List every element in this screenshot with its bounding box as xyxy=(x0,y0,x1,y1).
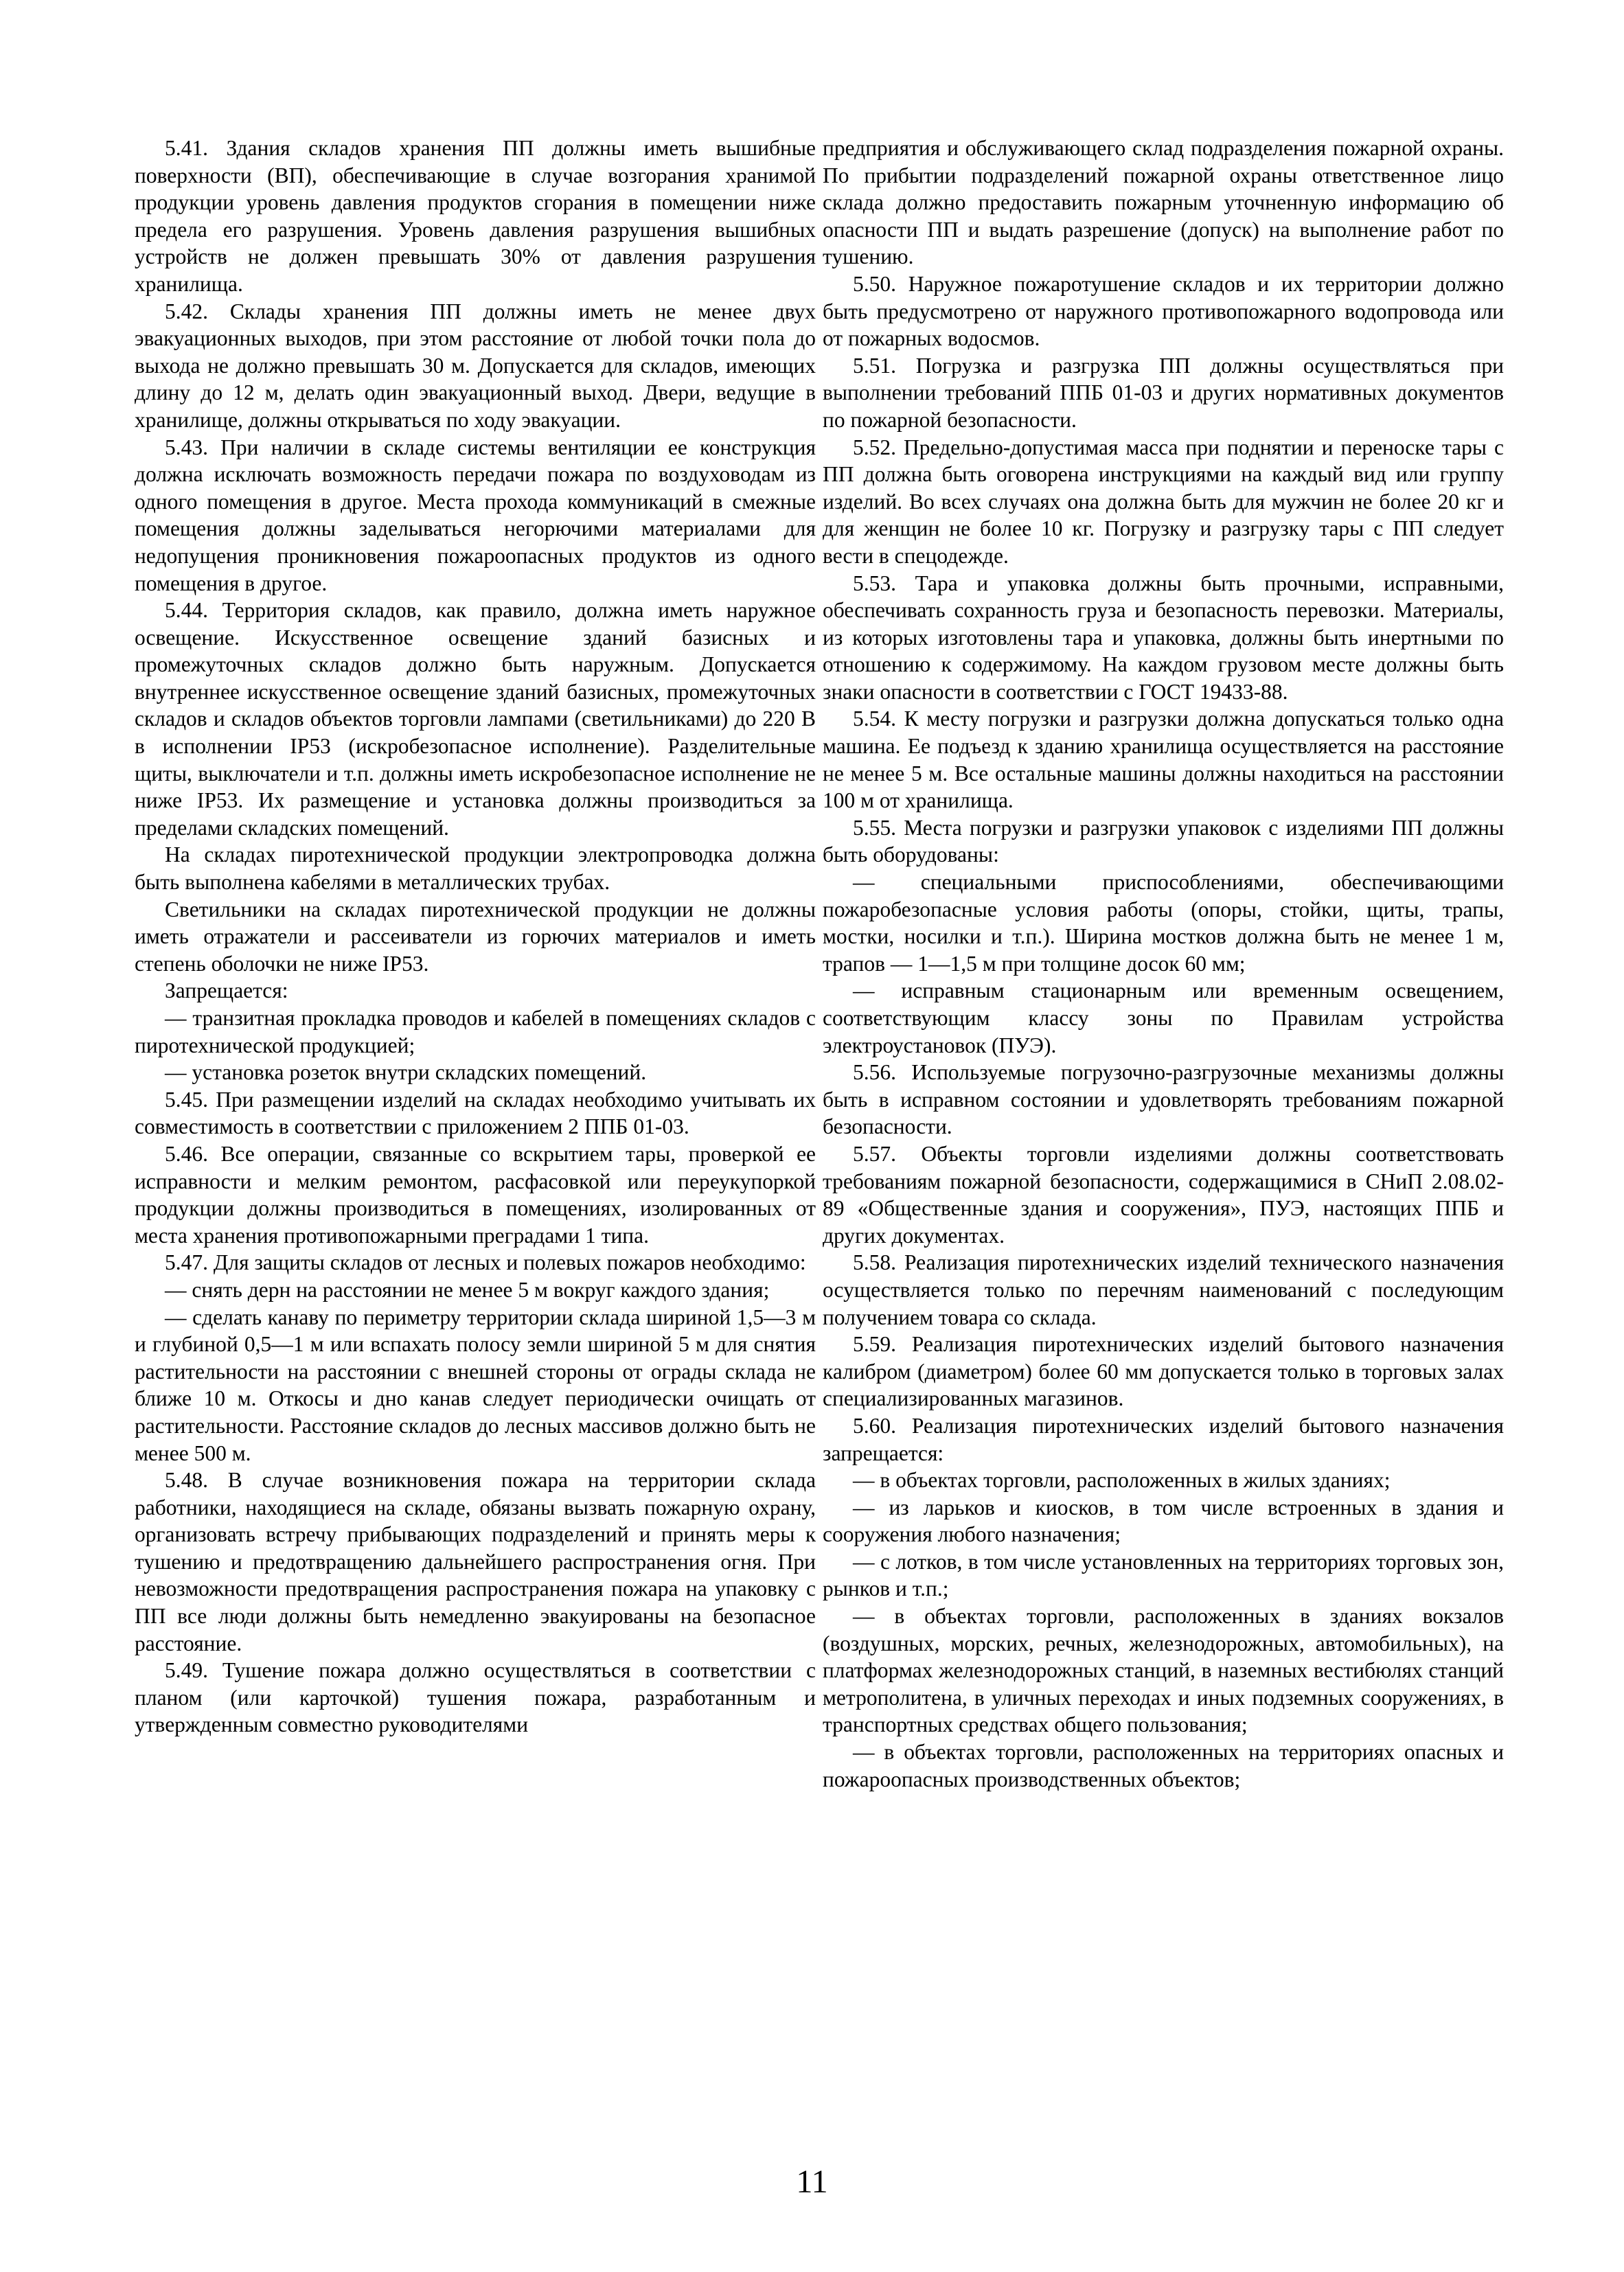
list-item-stations: — в объектах торговли, расположенных в зданиях вокзалов (воздушных, морских, речных, железнодорожных, автомобильных), на платформах железнодорожных станций, в наземных вестибюлях станций метрополитена, в уличных переходах и иных подземных сооружениях, в транспортных средствах общего пользования; xyxy=(823,1604,1504,1737)
paragraph-5-43: 5.43. При наличии в складе системы вентиляции ее конструкция должна исключать возможность передачи пожара по воздуховодам из одного помещения в другое. Места прохода коммуникаций в смежные помещения должны заделываться негорючими материалами для недопущения проникновения пожароопасных продуктов из одного помещения в другое. xyxy=(135,435,816,595)
paragraph-5-45: 5.45. При размещении изделий на складах необходимо учитывать их совместимость в соответствии с приложением 2 ППБ 01-03. xyxy=(135,1087,816,1139)
list-item-residential: — в объектах торговли, расположенных в жилых зданиях; xyxy=(853,1468,1391,1493)
list-item-stalls: — с лотков, в том числе установленных на территориях торговых зон, рынков и т.п.; xyxy=(823,1549,1504,1601)
list-item-special-devices: — специальными приспособлениями, обеспечивающими пожаробезопасные условия работы (опоры, стойки, щиты, трапы, мостки, носилки и т.п.). Ширина мостков должна быть не менее 1 м, трапов — 1—1,5 м при толщине досок 60 мм; xyxy=(823,870,1504,976)
list-item-hazardous-sites: — в объектах торговли, расположенных на территориях опасных и пожароопасных производственных объектов; xyxy=(823,1740,1504,1791)
paragraph-prohibited: Запрещается: xyxy=(165,978,288,1003)
paragraph-5-59: 5.59. Реализация пиротехнических изделий бытового назначения калибром (диаметром) более 60 мм допускается только в торговых залах специализированных магазинов. xyxy=(823,1332,1504,1411)
right-text-column xyxy=(823,135,1504,1793)
paragraph-5-48: 5.48. В случае возникновения пожара на территории склада работники, находящиеся на складе, обязаны вызвать пожарную охрану, организовать встречу прибывающих подразделений и принять меры к тушению и предотвращению дальнейшего распространения огня. При невозможности предотвращения распространения пожара на упаковку с ПП все люди должны быть немедленно эвакуированы на безопасное расстояние. xyxy=(135,1468,816,1655)
paragraph-5-60: 5.60. Реализация пиротехнических изделий бытового назначения запрещается: xyxy=(823,1413,1504,1465)
paragraph-5-55: 5.55. Места погрузки и разгрузки упаковок с изделиями ПП должны быть оборудованы: xyxy=(823,815,1504,867)
paragraph-5-49: 5.49. Тушение пожара должно осуществляться в соответствии с планом (или карточкой) тушения пожара, разработанным и утвержденным совместно руководителями xyxy=(135,1658,816,1737)
left-text-column xyxy=(135,135,816,1739)
paragraph-5-42: 5.42. Склады хранения ПП должны иметь не менее двух эвакуационных выходов, при этом расстояние от любой точки пола до выхода не должно превышать 30 м. Допускается для складов, имеющих длину до 12 м, делать один эвакуационный выход. Двери, ведущие в хранилище, должны открываться по ходу эвакуации. xyxy=(135,299,816,432)
paragraph-5-46: 5.46. Все операции, связанные со вскрытием тары, проверкой ее исправности и мелким ремонтом, расфасовкой или переукупоркой продукции должны производиться в помещениях, изолированных от места хранения противопожарными преградами 1 типа. xyxy=(135,1141,816,1248)
paragraph-5-47: 5.47. Для защиты складов от лесных и полевых пожаров необходимо: xyxy=(165,1250,806,1275)
list-item-lighting: — исправным стационарным или временным освещением, соответствующим классу зоны по Правилам устройства электроустановок (ПУЭ). xyxy=(823,978,1504,1057)
paragraph-5-44: 5.44. Территория складов, как правило, должна иметь наружное освещение. Искусственное освещение зданий базисных и промежуточных складов должно быть наружным. Допускается внутреннее искусственное освещение зданий базисных, промежуточных складов и складов объектов торговли лампами (светильниками) до 220 В в исполнении IP53 (искробезопасное исполнение). Разделительные щиты, выключатели и т.п. должны иметь искробезопасное исполнение не ниже IP53. Их размещение и установка должны производиться за пределами складских помещений. xyxy=(135,598,816,840)
paragraph-5-53: 5.53. Тара и упаковка должны быть прочными, исправными, обеспечивать сохранность груза и безопасность перевозки. Материалы, из которых изготовлены тара и упаковка, должны быть инертными по отношению к содержимому. На каждом грузовом месте должны быть знаки опасности в соответствии с ГОСТ 19433-88. xyxy=(823,571,1504,704)
paragraph-5-54: 5.54. К месту погрузки и разгрузки должна допускаться только одна машина. Ее подъезд к зданию хранилища осуществляется на расстояние не менее 5 м. Все остальные машины должны находиться на расстоянии 100 м от хранилища. xyxy=(823,707,1504,813)
list-item-kiosks: — из ларьков и киосков, в том числе встроенных в здания и сооружения любого назначения; xyxy=(823,1495,1504,1547)
paragraph-wiring: На складах пиротехнической продукции электропроводка должна быть выполнена кабелями в металлических трубах. xyxy=(135,842,816,895)
list-item-remove-turf: — снять дерн на расстоянии не менее 5 м вокруг каждого здания; xyxy=(165,1277,770,1302)
paragraph-5-50: 5.50. Наружное пожаротушение складов и их территории должно быть предусмотрено от наружного противопожарного водопровода или от пожарных водосмов. xyxy=(823,271,1504,351)
paragraph-lamps: Светильники на складах пиротехнической продукции не должны иметь отражатели и рассеиватели из горючих материалов и иметь степень оболочки не ниже IP53. xyxy=(135,897,816,976)
paragraph-5-56: 5.56. Используемые погрузочно-разгрузочные механизмы должны быть в исправном состоянии и удовлетворять требованиям пожарной безопасности. xyxy=(823,1060,1504,1139)
paragraph-5-58: 5.58. Реализация пиротехнических изделий технического назначения осуществляется только по перечням наименований с последующим получением товара со склада. xyxy=(823,1250,1504,1329)
paragraph-5-41: 5.41. Здания складов хранения ПП должны иметь вышибные поверхности (ВП), обеспечивающие в случае возгорания хранимой продукции уровень давления продуктов сгорания в помещении ниже предела его разрушения. Уровень давления разрушения вышибных устройств не должен превышать 30% от давления разрушения хранилища. xyxy=(135,136,816,296)
page-number: 11 xyxy=(796,2164,828,2200)
list-item-sockets: — установка розеток внутри складских помещений. xyxy=(165,1060,647,1085)
list-item-ditch: — сделать канаву по периметру территории склада шириной 1,5—3 м и глубиной 0,5—1 м или вспахать полосу земли шириной 5 м для снятия растительности на расстоянии с внешней стороны от ограды склада не ближе 10 м. Откосы и дно канав следует периодически очищать от растительности. Расстояние складов до лесных массивов должно быть не менее 500 м. xyxy=(135,1305,816,1465)
list-item-transit-wiring: — транзитная прокладка проводов и кабелей в помещениях складов с пиротехнической продукцией; xyxy=(135,1006,816,1057)
paragraph-5-57: 5.57. Объекты торговли изделиями должны соответствовать требованиям пожарной безопасности, содержащимися в СНиП 2.08.02-89 «Общественные здания и сооружения», ПУЭ, настоящих ППБ и других документах. xyxy=(823,1141,1504,1248)
paragraph-5-51: 5.51. Погрузка и разгрузка ПП должны осуществляться при выполнении требований ППБ 01-03 и других нормативных документов по пожарной безопасности. xyxy=(823,353,1504,432)
paragraph-5-52: 5.52. Предельно-допустимая масса при поднятии и переноске тары с ПП должна быть оговорена инструкциями на каждый вид или группу изделий. Во всех случаях она должна быть для мужчин не более 20 кг и для женщин не более 10 кг. Погрузку и разгрузку тары с ПП следует вести в спецодежде. xyxy=(823,435,1504,568)
paragraph-5-49-continuation: предприятия и обслуживающего склад подразделения пожарной охраны. По прибытии подразделений пожарной охраны ответственное лицо склада должно предоставить пожарным уточненную информацию об опасности ПП и выдать разрешение (допуск) на выполнение работ по тушению. xyxy=(823,136,1504,269)
